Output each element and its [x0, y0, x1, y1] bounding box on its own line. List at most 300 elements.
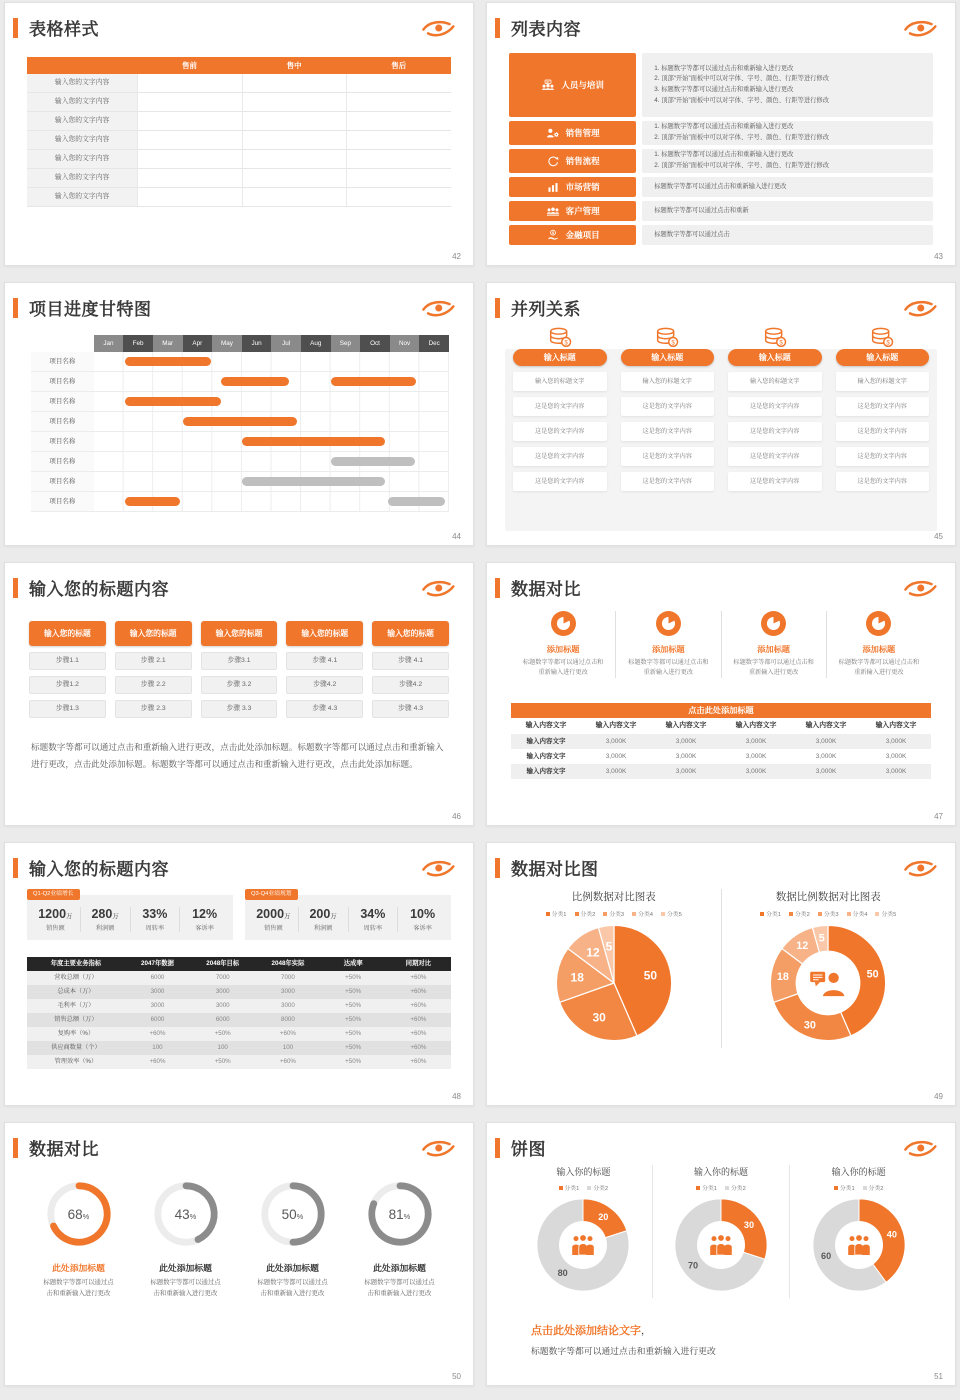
category-label: 销售管理 [565, 128, 600, 138]
stat-label: 客诉率 [413, 925, 432, 932]
slide-51-pie-charts[interactable] [486, 1122, 956, 1386]
table-cell: +60% [279, 1058, 296, 1065]
slide-48-stats-table[interactable] [4, 842, 474, 1106]
ring-percent: 81 [388, 1206, 404, 1222]
row-label: 输入您的文字内容 [27, 74, 137, 92]
month-cell: Jul [271, 335, 301, 352]
feature-heading: 添加标题 [651, 645, 685, 654]
section-banner[interactable]: 点击此处添加标题 [511, 703, 931, 718]
table-row [27, 169, 451, 188]
month-cell: Nov [390, 335, 420, 352]
legend-item [789, 909, 810, 918]
table-row [511, 749, 931, 764]
slide-43-list-content[interactable] [486, 2, 956, 266]
progress-ring [365, 1179, 435, 1249]
page-number: 48 [452, 1092, 461, 1101]
svg-text:$: $ [671, 339, 676, 347]
list-item [509, 177, 933, 197]
table-cell: +60% [279, 1030, 296, 1037]
table-cell: 输入内容文字 [526, 768, 566, 775]
legend-swatch [587, 1186, 591, 1190]
pie-data-label: 30 [743, 1219, 755, 1230]
gantt-track [94, 472, 449, 491]
text-card: 这是您的文字内容 [621, 422, 715, 441]
month-cell: Feb [123, 335, 153, 352]
table-cell: +50% [214, 1030, 231, 1037]
ring-desc: 标题数字等都可以通过点击和重新输入进行更改 [43, 1279, 114, 1297]
slide-46-steps[interactable] [4, 562, 474, 826]
chart-legend [515, 1183, 652, 1192]
stat-label: 周转率 [145, 925, 165, 932]
table-cell: 100 [217, 1044, 228, 1051]
stat-value: 1200 [38, 907, 67, 921]
table-header-cell: 输入内容文字 [525, 722, 567, 729]
table-cell: 3,000K [885, 738, 907, 745]
table-row [27, 985, 451, 999]
table-cell: 3,000K [745, 768, 767, 775]
legend-label: 分类1 [839, 1186, 855, 1192]
donut-chart [535, 1197, 631, 1293]
pie-data-label: 80 [557, 1268, 569, 1279]
slide-47-data-comparison[interactable] [486, 562, 956, 826]
table-cell: +60% [410, 974, 427, 981]
chart-halves [507, 889, 935, 1048]
table-row [511, 764, 931, 779]
stat-value: 34% [360, 907, 386, 921]
category-block [509, 121, 636, 145]
stat-label: 利润额 [95, 925, 115, 932]
donut-chart [768, 923, 888, 1043]
gantt-row [31, 492, 449, 512]
legend-label: 分类4 [852, 912, 868, 918]
column-title-pill[interactable]: 输入标题 [728, 349, 822, 366]
list-line: 标题数字等都可以通过点击和重新输入进行更改 [654, 182, 787, 190]
title-accent-bar [495, 1138, 500, 1158]
table-cell: +50% [345, 988, 362, 995]
list-text-box [642, 149, 933, 173]
pie-chart-icon [866, 611, 891, 636]
stat [348, 907, 398, 932]
brand-eye-logo-icon [418, 18, 458, 38]
legend-label: 分类2 [731, 1186, 746, 1192]
legend-label: 分类1 [766, 912, 781, 918]
legend-label: 分类2 [593, 1186, 609, 1192]
page-number: 46 [452, 812, 461, 821]
month-cell: Sep [331, 335, 361, 352]
legend-item [632, 909, 653, 918]
stat [31, 907, 80, 932]
slide-title: 饼图 [511, 1140, 546, 1159]
legend-item [725, 1183, 746, 1192]
ring-heading: 此处添加标题 [159, 1263, 212, 1273]
people-training-icon [541, 79, 555, 91]
table-header-cell: 2048年目标 [206, 960, 240, 967]
table-cell: 6000 [215, 1016, 230, 1023]
column-header[interactable]: 输入您的标题 [201, 621, 278, 646]
people-group-icon [706, 1234, 736, 1256]
table-cell: 3000 [281, 988, 295, 995]
table-cell: +50% [345, 1016, 362, 1023]
stat-unit: 万 [284, 913, 291, 920]
text-card: 输入您的标题文字 [728, 372, 822, 391]
table-cell [137, 131, 242, 149]
legend-item [760, 909, 781, 918]
text-card: 这是您的文字内容 [513, 422, 607, 441]
list-text-box [642, 225, 933, 245]
legend-item [546, 909, 567, 918]
table-row [27, 74, 451, 93]
table-cell: 3000 [215, 1002, 230, 1009]
pie-chart-icon [761, 611, 786, 636]
gantt-row-label: 项目名称 [31, 412, 94, 431]
stat-value: 2000 [256, 907, 285, 921]
table-cell [242, 74, 347, 92]
table-cell: 3000 [150, 988, 165, 995]
list-line: 2. 顶部“开始”面板中可以对字体、字号、颜色、行距等进行修改 [654, 162, 830, 169]
legend-swatch [661, 912, 665, 916]
gantt-bar [125, 397, 221, 406]
ring-percent: 68 [67, 1206, 83, 1222]
table-cell [242, 188, 347, 206]
legend-swatch [603, 912, 607, 916]
month-cell: Jan [94, 335, 124, 352]
month-cell: Oct [360, 335, 390, 352]
gantt-chart [31, 335, 449, 512]
gantt-track [94, 352, 449, 371]
list-line: 2. 顶部“开始”面板中可以对字体、字号、颜色、行距等进行修改 [654, 75, 830, 83]
pie-data-label: 30 [592, 1010, 606, 1025]
donut-chart-panel [721, 889, 936, 1048]
gantt-row [31, 432, 449, 452]
stat [298, 907, 348, 932]
brand-eye-logo-icon [900, 298, 940, 318]
column-header[interactable]: 输入您的标题 [372, 621, 449, 646]
chart-title: 比例数据对比图表 [571, 891, 656, 903]
table-header-row [511, 718, 931, 734]
legend-swatch [575, 912, 579, 916]
table-cell: +50% [345, 974, 362, 981]
table-cell: 销售总额（万） [54, 1016, 98, 1023]
ring-desc: 标题数字等都可以通过点击和重新输入进行更改 [150, 1279, 221, 1297]
stat-value: 12% [192, 907, 218, 921]
legend-label: 分类3 [823, 912, 839, 918]
table-cell: 3,000K [675, 768, 697, 775]
table-cell: 3,000K [885, 768, 907, 775]
pie-chart-icon [656, 611, 681, 636]
chart-title: 输入你的标题 [556, 1167, 611, 1177]
legend-item [661, 909, 682, 918]
list-text-box [642, 53, 933, 117]
ring-value [151, 1179, 221, 1249]
step-box: 步骤4.2 [286, 676, 363, 694]
column-title-pill[interactable]: 输入标题 [836, 349, 930, 366]
stat-card [245, 891, 451, 940]
slide-title: 项目进度甘特图 [29, 300, 152, 319]
table-header-cell: 2047年数据 [141, 960, 174, 967]
table-cell: 3,000K [605, 753, 627, 760]
ring-desc: 标题数字等都可以通过点击和重新输入进行更改 [364, 1279, 435, 1297]
list-text-box [642, 177, 933, 197]
legend-item [575, 909, 596, 918]
table-cell: 输入内容文字 [526, 738, 566, 745]
table-cell: 输入内容文字 [526, 753, 566, 760]
row-label: 输入您的文字内容 [27, 169, 137, 187]
text-card: 输入您的标题文字 [621, 372, 715, 391]
legend-item [875, 909, 896, 918]
table-header-cell: 输入内容文字 [665, 722, 707, 729]
table-cell [137, 169, 242, 187]
gantt-row [31, 352, 449, 372]
month-cell: Dec [419, 335, 449, 352]
coins-icon [870, 327, 894, 347]
bar-chart-icon [546, 181, 560, 193]
list-line: 标题数字等都可以通过点击和重新 [654, 206, 749, 214]
text-card: 这是您的文字内容 [836, 472, 930, 491]
gantt-bar [221, 377, 289, 386]
table-cell: +50% [345, 1058, 362, 1065]
pie-chart-svg [554, 923, 674, 1043]
legend-label: 分类2 [795, 912, 810, 918]
slide-42-table-style[interactable] [4, 2, 474, 266]
category-block [509, 177, 636, 197]
legend-swatch [818, 912, 822, 916]
step-box: 步骤 4.3 [372, 700, 449, 718]
title-accent-bar [495, 18, 500, 38]
body-paragraph: 标题数字等都可以通过点击和重新输入进行更改，点击此处添加标题。标题数字等都可以通过点击和重新输入进行更改，点击此处添加标题。标题数字等都可以通过点击和重新输入进行更改，点击此处添加标题。 [31, 742, 444, 769]
stat-value: 33% [142, 907, 168, 921]
gantt-row-label: 项目名称 [31, 392, 94, 411]
legend-label: 分类2 [580, 912, 596, 918]
step-column [201, 621, 278, 718]
text-card: 这是您的文字内容 [513, 472, 607, 491]
list-item [509, 201, 933, 221]
pie-data-label: 20 [598, 1212, 609, 1223]
svg-text:$: $ [886, 339, 891, 347]
chart-legend [507, 909, 721, 918]
stat-card [27, 891, 233, 940]
table-cell: 6000 [150, 974, 165, 981]
legend-swatch [696, 1186, 700, 1190]
table-header-row [27, 57, 451, 74]
people-group-icon [568, 1234, 598, 1256]
gantt-bar [331, 377, 417, 386]
pie-data-label: 30 [804, 1019, 817, 1032]
chart-legend [790, 1183, 927, 1192]
ring-percent: 50 [281, 1206, 297, 1222]
title-accent-bar [13, 578, 18, 598]
donut-row [515, 1165, 927, 1298]
list-item [509, 53, 933, 117]
table-cell: 管理效率（%） [54, 1058, 98, 1065]
page-number: 45 [934, 532, 943, 541]
table-cell: 100 [282, 1044, 294, 1051]
text-card: 这是您的文字内容 [621, 447, 715, 466]
step-box: 步骤 2.2 [115, 676, 192, 694]
step-box: 步骤 2.1 [115, 652, 192, 670]
gantt-track [94, 452, 449, 471]
legend-swatch [863, 1186, 867, 1190]
month-cell: Aug [301, 335, 331, 352]
gantt-track [94, 492, 449, 511]
stat-unit: 万 [66, 913, 73, 920]
feature-desc: 标题数字等都可以通过点击和重新输入进行更改 [628, 659, 709, 677]
person-gear-icon [546, 127, 560, 139]
card-tag: Q3-Q4业绩规划 [245, 889, 298, 900]
table-cell: 3,000K [675, 753, 697, 760]
pie-data-label: 50 [643, 968, 657, 983]
gantt-header-spacer [31, 335, 94, 352]
ring-desc: 标题数字等都可以通过点击和重新输入进行更改 [257, 1279, 328, 1297]
table-cell: +60% [149, 1030, 166, 1037]
legend-item [818, 909, 839, 918]
text-card: 这是您的文字内容 [513, 397, 607, 416]
ring-unit: % [296, 1212, 304, 1221]
table-row [27, 1055, 451, 1069]
slide-45-parallel-relation[interactable] [486, 282, 956, 546]
legend-swatch [875, 912, 879, 916]
row-label: 输入您的文字内容 [27, 188, 137, 206]
table-cell: 3,000K [815, 768, 837, 775]
slide-title: 表格样式 [29, 20, 99, 39]
legend-swatch [725, 1186, 729, 1190]
gantt-track [94, 432, 449, 451]
pie-chart [554, 923, 674, 1043]
ring-heading: 此处添加标题 [373, 1263, 426, 1273]
gantt-row [31, 392, 449, 412]
table-cell: 6000 [150, 1016, 165, 1023]
category-label: 销售流程 [565, 156, 600, 166]
title-accent-bar [495, 858, 500, 878]
slide-title: 数据对比 [511, 580, 581, 599]
table-header-cell: 达成率 [343, 960, 363, 967]
text-card: 输入您的标题文字 [513, 372, 607, 391]
ring-value [44, 1179, 114, 1249]
gantt-bar [125, 497, 180, 506]
slide-44-gantt[interactable] [4, 282, 474, 546]
step-columns [29, 621, 449, 718]
ring-row [33, 1179, 445, 1300]
legend-item [834, 1183, 855, 1192]
table-cell: 总成本（万） [57, 988, 95, 995]
gantt-bar [331, 457, 415, 466]
slide-title: 输入您的标题内容 [29, 580, 169, 599]
progress-ring [44, 1179, 114, 1249]
table-row [27, 93, 451, 112]
slide-title: 输入您的标题内容 [29, 860, 169, 879]
page-number: 44 [452, 532, 461, 541]
month-cell: Jun [242, 335, 272, 352]
ring-heading: 此处添加标题 [266, 1263, 319, 1273]
ring-unit: % [189, 1212, 197, 1221]
stat-value: 10% [410, 907, 436, 921]
ring-column [247, 1179, 338, 1300]
chart-title: 数据比例数据对比图表 [775, 891, 881, 903]
gantt-row-label: 项目名称 [31, 472, 94, 491]
list-item [509, 149, 933, 173]
table-row [27, 1013, 451, 1027]
text-card: 这是您的文字内容 [728, 397, 822, 416]
finance-coin-icon [546, 229, 560, 241]
table-row [27, 188, 451, 207]
table-cell [346, 112, 451, 130]
pie-data-label: 18 [777, 970, 790, 983]
table-cell: 8000 [281, 1016, 295, 1023]
text-card: 这是您的文字内容 [836, 397, 930, 416]
row-label: 输入您的文字内容 [27, 112, 137, 130]
table-cell [346, 169, 451, 187]
brand-eye-logo-icon [418, 578, 458, 598]
slide-50-progress-rings[interactable] [4, 1122, 474, 1386]
column-header[interactable]: 输入您的标题 [286, 621, 363, 646]
chart-legend [722, 909, 936, 918]
stat-label: 销售额 [264, 925, 283, 932]
slide-title: 数据对比 [29, 1140, 99, 1159]
chart-title: 输入你的标题 [831, 1167, 886, 1177]
category-block [509, 149, 636, 173]
ring-heading: 此处添加标题 [52, 1263, 105, 1273]
text-card: 这是您的文字内容 [728, 447, 822, 466]
category-block [509, 225, 636, 245]
pie-data-label: 60 [820, 1250, 831, 1261]
conclusion-comma: ， [641, 1326, 651, 1337]
table-cell [242, 93, 347, 111]
chart-legend [653, 1183, 790, 1192]
slide-49-pie-donut[interactable] [486, 842, 956, 1106]
list-item [509, 121, 933, 145]
conclusion-title: 点击此处添加结论文字 [531, 1325, 641, 1337]
list-line: 标题数字等都可以通过点击 [654, 230, 730, 238]
pie-chart-panel [507, 889, 721, 1048]
stat-unit: 万 [112, 913, 119, 920]
page-number: 50 [452, 1372, 461, 1381]
stat [179, 907, 229, 932]
legend-item [559, 1183, 580, 1192]
legend-swatch [789, 912, 793, 916]
gantt-row-label: 项目名称 [31, 352, 94, 371]
column-title-pill[interactable]: 输入标题 [513, 349, 607, 366]
category-label: 人员与培训 [561, 80, 604, 90]
gantt-row-label: 项目名称 [31, 452, 94, 471]
brand-eye-logo-icon [418, 298, 458, 318]
column-header[interactable]: 输入您的标题 [115, 621, 192, 646]
column-header[interactable]: 输入您的标题 [29, 621, 106, 646]
legend-item [603, 909, 624, 918]
parallel-column [621, 327, 715, 491]
pie-data-label: 5 [605, 939, 613, 954]
feature-desc: 标题数字等都可以通过点击和重新输入进行更改 [733, 659, 814, 677]
process-arrows-icon [546, 155, 560, 167]
brand-eye-logo-icon [900, 1138, 940, 1158]
list-line: 3. 标题数字等都可以通过点击和重新输入进行更改 [654, 86, 794, 93]
table-header-cell: 输入内容文字 [875, 722, 917, 729]
chart-title: 输入你的标题 [694, 1167, 749, 1177]
legend-label: 分类4 [638, 912, 653, 918]
title-accent-bar [495, 578, 500, 598]
legend-label: 分类5 [881, 912, 897, 918]
gantt-row-label: 项目名称 [31, 432, 94, 451]
ring-percent: 43 [174, 1206, 190, 1222]
legend-label: 分类1 [564, 1186, 580, 1192]
donut-column [789, 1165, 927, 1298]
slide-title: 列表内容 [511, 20, 581, 39]
table-cell: +60% [410, 1016, 427, 1023]
legend-label: 分类1 [702, 1186, 717, 1192]
column-title-pill[interactable]: 输入标题 [621, 349, 715, 366]
table-cell: 供应商数量（个） [51, 1044, 101, 1051]
conclusion-text: 标题数字等都可以通过点击和重新输入进行更改 [531, 1346, 716, 1356]
text-card: 这是您的文字内容 [728, 422, 822, 441]
step-box: 步骤 4.1 [286, 652, 363, 670]
